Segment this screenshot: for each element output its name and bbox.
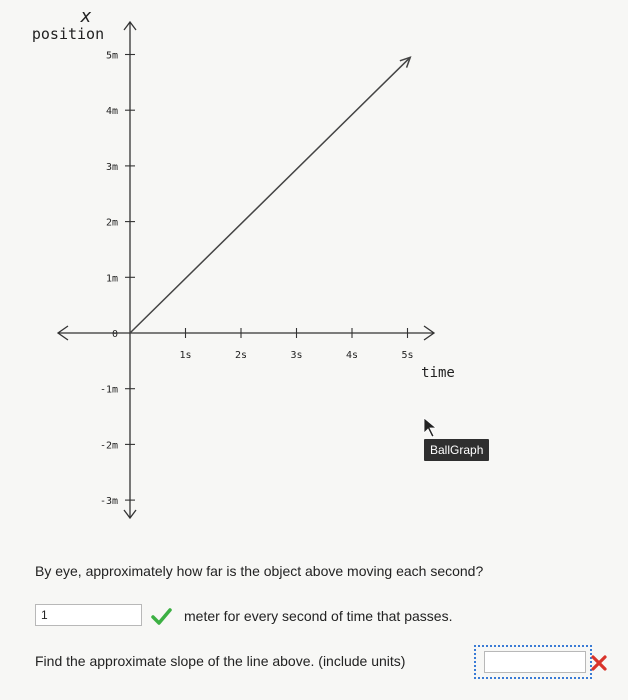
y-tick-label: -1m xyxy=(99,384,118,396)
x-tick-label: 2s xyxy=(234,350,248,361)
x-tick-label: 4s xyxy=(345,350,359,361)
question-1-text: By eye, approximately how far is the object above moving each second? xyxy=(35,563,484,579)
answer-1-suffix: meter for every second of time that passes. xyxy=(184,608,453,624)
slope-input[interactable] xyxy=(484,651,586,673)
mouse-cursor-icon xyxy=(424,418,436,437)
y-axis-variable: x xyxy=(80,6,92,27)
correct-check-icon xyxy=(150,605,172,627)
ballgraph-tooltip: BallGraph xyxy=(424,439,489,461)
y-tick-label: 2m xyxy=(105,217,118,229)
answer-1-input[interactable]: 1 xyxy=(35,604,142,626)
question-2-text: Find the approximate slope of the line above. (include units) xyxy=(35,653,406,669)
incorrect-x-icon xyxy=(589,653,609,673)
x-tick-label: 5s xyxy=(401,350,414,361)
series-line xyxy=(130,57,410,333)
x-tick-label: 1s xyxy=(179,350,192,361)
y-tick-label: 4m xyxy=(105,106,118,118)
y-tick-label: -3m xyxy=(99,496,118,508)
y-tick-label: 3m xyxy=(105,161,118,173)
y-axis-title: position xyxy=(31,25,105,43)
y-tick-label: 5m xyxy=(105,50,118,62)
x-axis-title: time xyxy=(421,365,455,381)
y-tick-label: 1m xyxy=(105,273,118,285)
x-tick-label: 3s xyxy=(290,350,303,361)
y-tick-label: 0 xyxy=(111,329,118,340)
y-tick-label: -2m xyxy=(99,440,118,452)
